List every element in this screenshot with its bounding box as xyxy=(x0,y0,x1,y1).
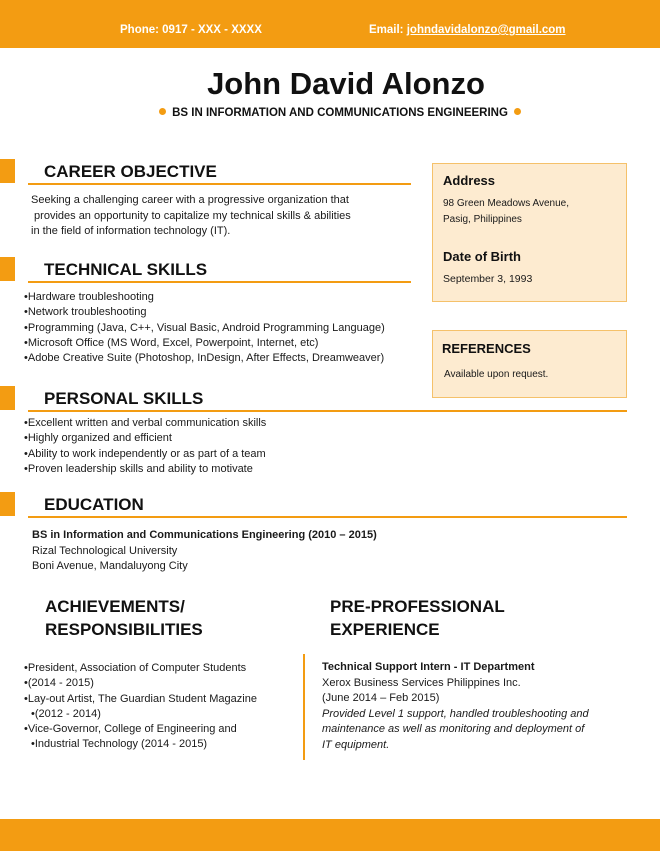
references-title: REFERENCES xyxy=(442,341,531,356)
phone-text: Phone: 0917 - XXX - XXXX xyxy=(120,24,262,36)
address-title: Address xyxy=(443,173,496,188)
experience-title-line: PRE-PROFESSIONAL xyxy=(330,597,505,616)
education-title: EDUCATION xyxy=(44,495,144,514)
list-item: • Excellent written and verbal communication skills xyxy=(24,416,266,431)
education-degree: BS in Information and Communications Engineering (2010 – 2015) xyxy=(32,529,377,541)
experience-desc-line: Provided Level 1 support, handled troubleshooting and xyxy=(322,707,589,720)
list-item: • Highly organized and efficient xyxy=(24,431,266,446)
personal-info-box xyxy=(432,163,627,302)
section-divider xyxy=(28,183,411,185)
section-marker xyxy=(0,159,15,183)
column-divider xyxy=(303,654,305,760)
experience-company: Xerox Business Services Philippines Inc. xyxy=(322,676,521,689)
header-bar xyxy=(0,0,660,48)
list-item: • Microsoft Office (MS Word, Excel, Powerpoint, Internet, etc) xyxy=(24,336,385,351)
objective-line: provides an opportunity to capitalize my technical skills & abilities xyxy=(31,209,351,222)
candidate-name: John David Alonzo xyxy=(207,66,485,101)
experience-desc-line: IT equipment. xyxy=(322,738,390,751)
objective-line: Seeking a challenging career with a progressive organization that xyxy=(31,194,349,206)
email-link[interactable]: johndavidalonzo@gmail.com xyxy=(406,24,566,36)
section-divider xyxy=(28,281,411,283)
list-item-continued: • Industrial Technology (2014 - 2015) xyxy=(24,737,257,752)
education-school: Rizal Technological University xyxy=(32,544,178,557)
career-objective-title: CAREER OBJECTIVE xyxy=(44,162,217,181)
degree-headline xyxy=(0,107,660,119)
dob-value: September 3, 1993 xyxy=(443,273,533,285)
education-details xyxy=(32,528,377,575)
section-marker xyxy=(0,386,15,410)
experience-details xyxy=(322,660,589,753)
achievements-title-line: RESPONSIBILITIES xyxy=(45,620,203,639)
list-item: • President, Association of Computer Students xyxy=(24,661,257,676)
list-item: • Lay-out Artist, The Guardian Student Magazine xyxy=(24,692,257,707)
list-item: • Adobe Creative Suite (Photoshop, InDesign, After Effects, Dreamweaver) xyxy=(24,351,385,366)
section-marker xyxy=(0,257,15,281)
list-item: • Ability to work independently or as part of a team xyxy=(24,447,266,462)
achievements-title-line: ACHIEVEMENTS/ xyxy=(45,597,185,616)
list-item: • Network troubleshooting xyxy=(24,305,385,320)
bullet-dot-icon xyxy=(159,108,166,115)
section-marker xyxy=(0,492,15,516)
section-divider xyxy=(28,410,627,412)
email-label: Email: xyxy=(369,24,407,36)
list-item: • Proven leadership skills and ability to motivate xyxy=(24,462,266,477)
address-line: 98 Green Meadows Avenue, xyxy=(443,198,570,209)
email-text xyxy=(369,24,566,36)
achievements-list xyxy=(24,661,257,753)
footer-bar xyxy=(0,819,660,851)
objective-line: in the field of information technology (IT). xyxy=(31,225,231,237)
bullet-dot-icon xyxy=(514,108,521,115)
experience-title-line: EXPERIENCE xyxy=(330,620,440,639)
list-item: • Programming (Java, C++, Visual Basic, Android Programming Language) xyxy=(24,321,385,336)
list-item-continued: • (2012 - 2014) xyxy=(24,707,257,722)
experience-desc-line: maintenance as well as monitoring and deployment of xyxy=(322,723,585,735)
personal-skills-list xyxy=(24,416,266,477)
references-box xyxy=(432,330,627,398)
list-item: • Hardware troubleshooting xyxy=(24,290,385,305)
achievements-title xyxy=(45,595,203,641)
career-objective-text xyxy=(31,193,351,240)
personal-skills-title: PERSONAL SKILLS xyxy=(44,389,204,408)
address-text xyxy=(443,196,569,228)
references-text: Available upon request. xyxy=(444,369,549,380)
technical-skills-title: TECHNICAL SKILLS xyxy=(44,260,208,279)
experience-title xyxy=(330,595,505,641)
experience-period: (June 2014 – Feb 2015) xyxy=(322,692,440,704)
list-item: • Vice-Governor, College of Engineering and xyxy=(24,722,257,737)
education-location: Boni Avenue, Mandaluyong City xyxy=(32,560,188,572)
technical-skills-list xyxy=(24,290,385,366)
list-item: • (2014 - 2015) xyxy=(24,676,257,691)
experience-role: Technical Support Intern - IT Department xyxy=(322,661,535,673)
address-line: Pasig, Philippines xyxy=(443,214,522,225)
section-divider xyxy=(28,516,627,518)
dob-title: Date of Birth xyxy=(443,249,521,264)
degree-text: BS IN INFORMATION AND COMMUNICATIONS ENGINEERING xyxy=(172,107,508,119)
